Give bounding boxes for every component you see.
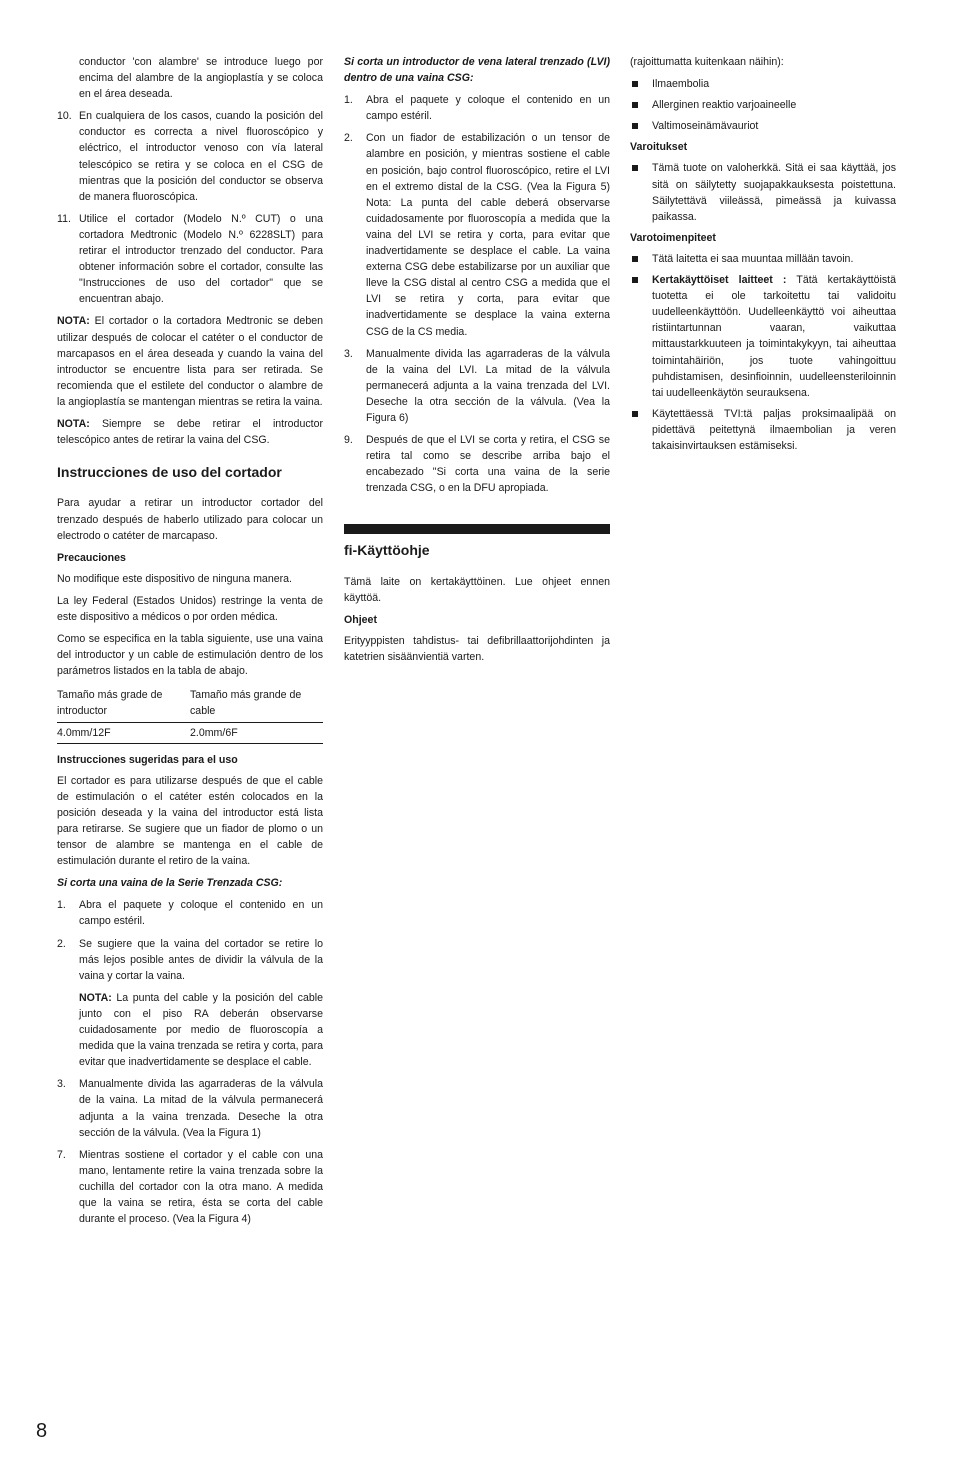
paragraph: Tämä laite on kertakäyttöinen. Lue ohjeet ennen käyttöä. bbox=[344, 575, 610, 604]
item-number: 7. bbox=[57, 1148, 66, 1161]
paragraph: conductor 'con alambre' se introduce luego por encima del alambre de la angioplastía y se coloca en el área deseada. bbox=[79, 56, 323, 101]
list-item bbox=[344, 92, 610, 124]
section-heading: Instrucciones de uso del cortador bbox=[57, 464, 282, 481]
subheading: Varoitukset bbox=[630, 141, 688, 154]
subheading: Ohjeet bbox=[344, 613, 377, 626]
list-item: Valtimoseinämävauriot bbox=[630, 118, 896, 134]
paragraph: Para ayudar a retirar un introductor cortador del trenzado después de haberlo utilizado para colocar un electrodo o catéter de marcapaso. bbox=[57, 497, 323, 542]
note-text: La punta del cable y la posición del cable junto con el piso RA deberán observarse cuidadosamente por medio de fluoroscopía a medida que la vaina trenzada se retira y corta, para evitar que inadvertidamente se desplace el cable. bbox=[79, 991, 323, 1069]
paragraph: La ley Federal (Estados Unidos) restringe la venta de este dispositivo a médicos o por orden médica. bbox=[57, 594, 323, 623]
item-text: Con un fiador de estabilización o un tensor de alambre en posición, y mientras sostiene el cable en posición, bajo control fluoroscópico, retire el LVI en el extremo distal de la CSG. (Vea la Figura 5) Nota: La punta del cable deberá observarse cuidadosamente por fluoroscopía a medida que la vaina del LVI se retira y corta, para evitar que inadvertidamente se desplace el cable. La vaina externa CSG debe estabilizarse por un auxiliar que lleve la CSG distal al centro CSG a medida que el LVI se retira y corta, para evitar que inadvertidamente se desplace la vaina externa CSG de la CS media. bbox=[366, 132, 610, 338]
paragraph: Como se especifica en la tabla siguiente, use una vaina del introductor y un cable de estimulación dentro de los parámetros listados en la tabla de abajo. bbox=[57, 633, 323, 678]
subheading-italic: Si corta un introductor de vena lateral trenzado (LVI) dentro de una vaina CSG: bbox=[344, 56, 610, 85]
table-header: Tamaño más grande de cable bbox=[190, 685, 323, 722]
list-item bbox=[344, 130, 610, 339]
item-text: Se sugiere que la vaina del cortador se retire lo más lejos posible antes de dividir la válvula de la vaina y cortar la vaina. bbox=[79, 937, 323, 982]
list-item bbox=[344, 432, 610, 496]
note bbox=[57, 990, 323, 1070]
table-cell: 2.0mm/6F bbox=[190, 722, 323, 743]
list-item: Ilmaembolia bbox=[630, 76, 896, 92]
item-text: Abra el paquete y coloque el contenido en un campo estéril. bbox=[79, 899, 323, 928]
note-label: NOTA: bbox=[57, 417, 90, 430]
column-right bbox=[630, 54, 896, 459]
item-text: Después de que el LVI se corta y retira, el CSG se retira tal como se describe arriba bajo el encabezado "Si corta una vaina de la serie trenzada CSG, o en la DFU apropiada. bbox=[366, 434, 610, 495]
note-label: NOTA: bbox=[79, 991, 112, 1004]
note-text: Siempre se debe retirar el introductor telescópico antes de retirar la vaina del CSG. bbox=[57, 417, 323, 447]
list-item bbox=[57, 897, 323, 929]
note-label: NOTA: bbox=[57, 315, 90, 328]
list-item: Käytettäessä TVI:tä paljas proksimaalipää on pidettävä peitettynä ilmaembolian ja veren takaisinvirtauksen estämiseksi. bbox=[630, 406, 896, 454]
list-item: Allerginen reaktio varjoaineelle bbox=[630, 97, 896, 113]
item-text: Manualmente divida las agarraderas de la válvula de la vaina. La mitad de la válvula permanecerá adjunta a la vaina trenzada. Deseche la otra sección de la válvula. (Vea la Figura 1) bbox=[79, 1078, 323, 1139]
list-item bbox=[630, 272, 896, 401]
item-text: Tätä kertakäyttöistä tuotetta ei ole tarkoitettu tai validoitu uudelleenkäyttöön. Uudelleenkäyttö voi aiheuttaa ristiintartunnan vaaran, vaikuttaa mittaustarkkuuteen ja toimintakykyyn, tai aiheuttaa toimintahäiriön, jos tuote vahingoittuu puhdistamisen, desinfioinnin, uudelleensteriloinnin tai uudelleenkäytön seurauksena. bbox=[652, 274, 896, 399]
table-header: Tamaño más grade de introductor bbox=[57, 685, 190, 722]
list-item bbox=[57, 211, 323, 308]
spec-table bbox=[57, 685, 323, 743]
list-item: Tätä laitetta ei saa muuntaa millään tavoin. bbox=[630, 251, 896, 267]
item-number: 3. bbox=[57, 1078, 66, 1091]
page-number: 8 bbox=[36, 1420, 48, 1442]
item-text: Abra el paquete y coloque el contenido en un campo estéril. bbox=[366, 94, 610, 123]
note-text: El cortador o la cortadora Medtronic se deben utilizar después de colocar el catéter o el conductor de marcapasos en el área deseada y cuando la vaina del introductor se encuentre lista para ser retirada. Se recomienda que el estilete del conductor o alambre de la angioplastía se mantengan mientras se retira la vaina. bbox=[57, 315, 324, 408]
table-cell: 4.0mm/12F bbox=[57, 722, 190, 743]
column-middle bbox=[344, 54, 610, 671]
item-number: 2. bbox=[344, 132, 353, 145]
list-item bbox=[344, 346, 610, 426]
item-label: Kertakäyttöiset laitteet : bbox=[652, 274, 787, 287]
list-item bbox=[57, 936, 323, 984]
subheading: Varotoimenpiteet bbox=[630, 231, 716, 244]
subheading: Precauciones bbox=[57, 551, 126, 564]
item-number: 3. bbox=[344, 347, 353, 360]
item-text: En cualquiera de los casos, cuando la posición del conductor es correcta a nivel fluoroscópico y eléctrico, el introductor venoso con vía lateral telescópico se retira y se coloca en el CSG de mientras que la posición del conductor se observa de manera fluoroscópica. bbox=[79, 110, 323, 203]
list-item bbox=[57, 108, 323, 205]
paragraph: No modifique este dispositivo de ninguna manera. bbox=[57, 572, 292, 585]
section-heading: fi-Käyttöohje bbox=[344, 542, 430, 559]
paragraph: El cortador es para utilizarse después de que el cable de estimulación o el catéter estén colocados en la posición deseada y la vaina del introductor está lista para retirarse. Se sugiere que un fiador de plomo o un tensor de alambre se mantenga en el cable de estimulación durante el retiro de la vaina. bbox=[57, 774, 323, 868]
list-item bbox=[57, 1147, 323, 1227]
note bbox=[57, 416, 323, 448]
note bbox=[57, 313, 323, 410]
item-number: 11. bbox=[57, 212, 71, 225]
item-text: Mientras sostiene el cortador y el cable con una mano, lentamente retire la vaina trenzada sobre la cuchilla del cortador con la otra mano. A medida que la vaina se retira, ésta se corta del cable durante el proceso. (Vea la Figura 4) bbox=[79, 1148, 323, 1226]
item-number: 10. bbox=[57, 110, 72, 123]
item-text: Manualmente divida las agarraderas de la válvula de la vaina del LVI. La mitad de la válvula permanecerá adjunta a la vaina trenzada del LVI. Deseche la otra sección de la válvula. (Vea la Figura 6) bbox=[366, 347, 610, 424]
item-number: 1. bbox=[57, 899, 66, 912]
subheading-italic: Si corta una vaina de la Serie Trenzada CSG: bbox=[57, 877, 283, 890]
item-number: 9. bbox=[344, 434, 353, 447]
list-item bbox=[57, 1076, 323, 1140]
paragraph: Erityyppisten tahdistus- tai defibrillaattorijohdinten ja katetrien sisäänvientiä varten. bbox=[344, 634, 610, 664]
column-left bbox=[57, 54, 323, 1233]
section-divider-bar bbox=[344, 524, 610, 534]
paragraph: (rajoittumatta kuitenkaan näihin): bbox=[630, 56, 784, 68]
subheading: Instrucciones sugeridas para el uso bbox=[57, 753, 238, 766]
item-number: 2. bbox=[57, 937, 66, 950]
item-number: 1. bbox=[344, 94, 353, 107]
item-text: Utilice el cortador (Modelo N.º CUT) o una cortadora Medtronic (Modelo N.º 6228SLT) para retirar el introductor trenzado del conductor. Para obtener información sobre el cortador, consulte las "Instrucciones de uso del cortador" que se encuentran abajo. bbox=[79, 212, 323, 306]
list-item: Tämä tuote on valoherkkä. Sitä ei saa käyttää, jos sitä on säilytetty suojapakkauksesta poistettuna. Säilytettävä viileässä, pimeässä ja kuivassa paikassa. bbox=[630, 160, 896, 224]
